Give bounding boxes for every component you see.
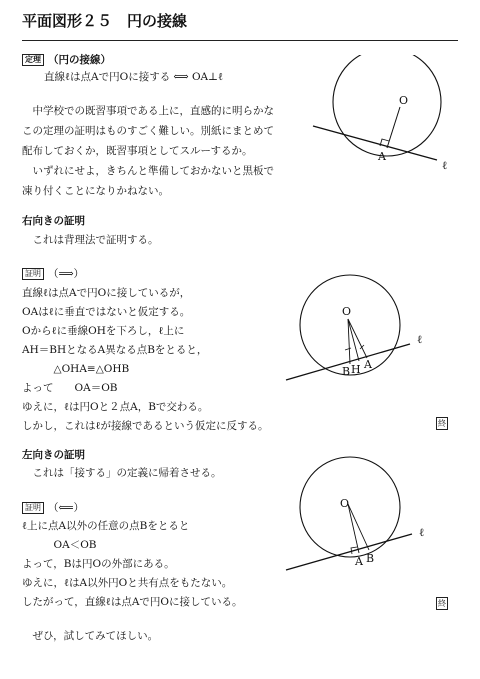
intro-line: 配布しておくか，既習事項としてスルーするか。 [22,145,253,157]
right-proof-body [22,284,269,436]
label-h: H [351,363,361,376]
end-badge: 終 [438,419,446,428]
right-proof-intro: これは背理法で証明する。 [22,234,159,246]
left-proof-body [22,517,243,612]
proof-line: OAはℓに垂直ではないと仮定する。 [22,306,191,318]
line-l [286,534,412,570]
intro-line: 凍り付くことになりかねない。 [22,185,169,197]
proof-line: ゆえに，ℓは円Oと２点A，Bで交わる。 [22,401,209,413]
equal-tick-mark [345,348,351,350]
label-l: ℓ [419,526,425,539]
left-proof-figure [280,452,440,574]
segment-ob [348,504,369,550]
label-a: A [355,555,363,568]
label-b: B [342,365,351,378]
end-badge: 終 [438,599,446,608]
segment-oa [387,107,400,148]
left-proof-intro: これは「接する」の定義に帰着させる。 [22,467,222,479]
label-o: O [340,497,350,510]
theorem-badge: 定理 [22,54,44,66]
closing-remark: ぜひ，試してみてほしい。 [22,630,159,642]
proof-badge: 証明 [22,268,44,280]
proof-line: したがって，直線ℓは点Aで円Oに接している。 [22,596,243,608]
proof-line: 直線ℓは点Aで円Oに接しているが， [22,287,191,299]
right-proof-figure [280,272,440,387]
right-proof-end-mark [436,411,448,430]
theorem-statement: 直線ℓは点Aで円Oに接する ⟺ OA⊥ℓ [44,71,224,83]
proof-badge: 証明 [22,502,44,514]
left-proof-end-mark [436,591,448,610]
theorem-figure [300,55,460,190]
left-proof-heading: 左向きの証明 [22,449,85,461]
proof-line: しかし，これはℓが接線であるという仮定に反する。 [22,420,269,432]
label-a: A [378,150,386,163]
segment-oa [348,319,367,358]
intro-line: この定理の証明はものすごく難しい。別紙にまとめて [22,125,274,137]
proof-line: OA＜OB [22,539,97,551]
proof-direction: （⟹） [48,268,85,280]
left-proof-label [22,500,84,515]
proof-line: よって，Bは円Oの外部にある。 [22,558,175,570]
page-title: 平面図形２５ 円の接線 [22,12,188,30]
proof-line: △OHA≡△OHB [22,363,130,375]
right-proof-heading: 右向きの証明 [22,215,85,227]
theorem-intro [22,101,274,201]
proof-line: ℓ上に点A以外の任意の点Bをとると [22,520,190,532]
label-b: B [366,552,375,565]
label-l: ℓ [442,159,448,172]
proof-direction: （⟸） [48,502,85,514]
proof-line: ゆえに，ℓはA以外円Oと共有点をもたない。 [22,577,233,589]
segment-oa [348,504,359,553]
title-rule [22,40,458,41]
intro-line: 中学校での既習事項である上に，直感的に明らかな [22,105,274,117]
theorem-heading-text: （円の接線） [48,54,111,66]
proof-line: Oからℓに垂線OHを下ろし，ℓ上に [22,325,185,337]
intro-line: いずれにせよ，きちんと準備しておかないと黒板で [22,165,274,177]
theorem-heading [22,52,111,67]
label-o: O [399,94,409,107]
label-o: O [342,305,352,318]
proof-line: AH＝BHとなるA異なる点Bをとると， [22,344,208,356]
proof-line: よって OA＝OB [22,382,118,394]
label-a: A [364,358,372,371]
label-l: ℓ [417,333,423,346]
right-proof-label [22,266,84,281]
